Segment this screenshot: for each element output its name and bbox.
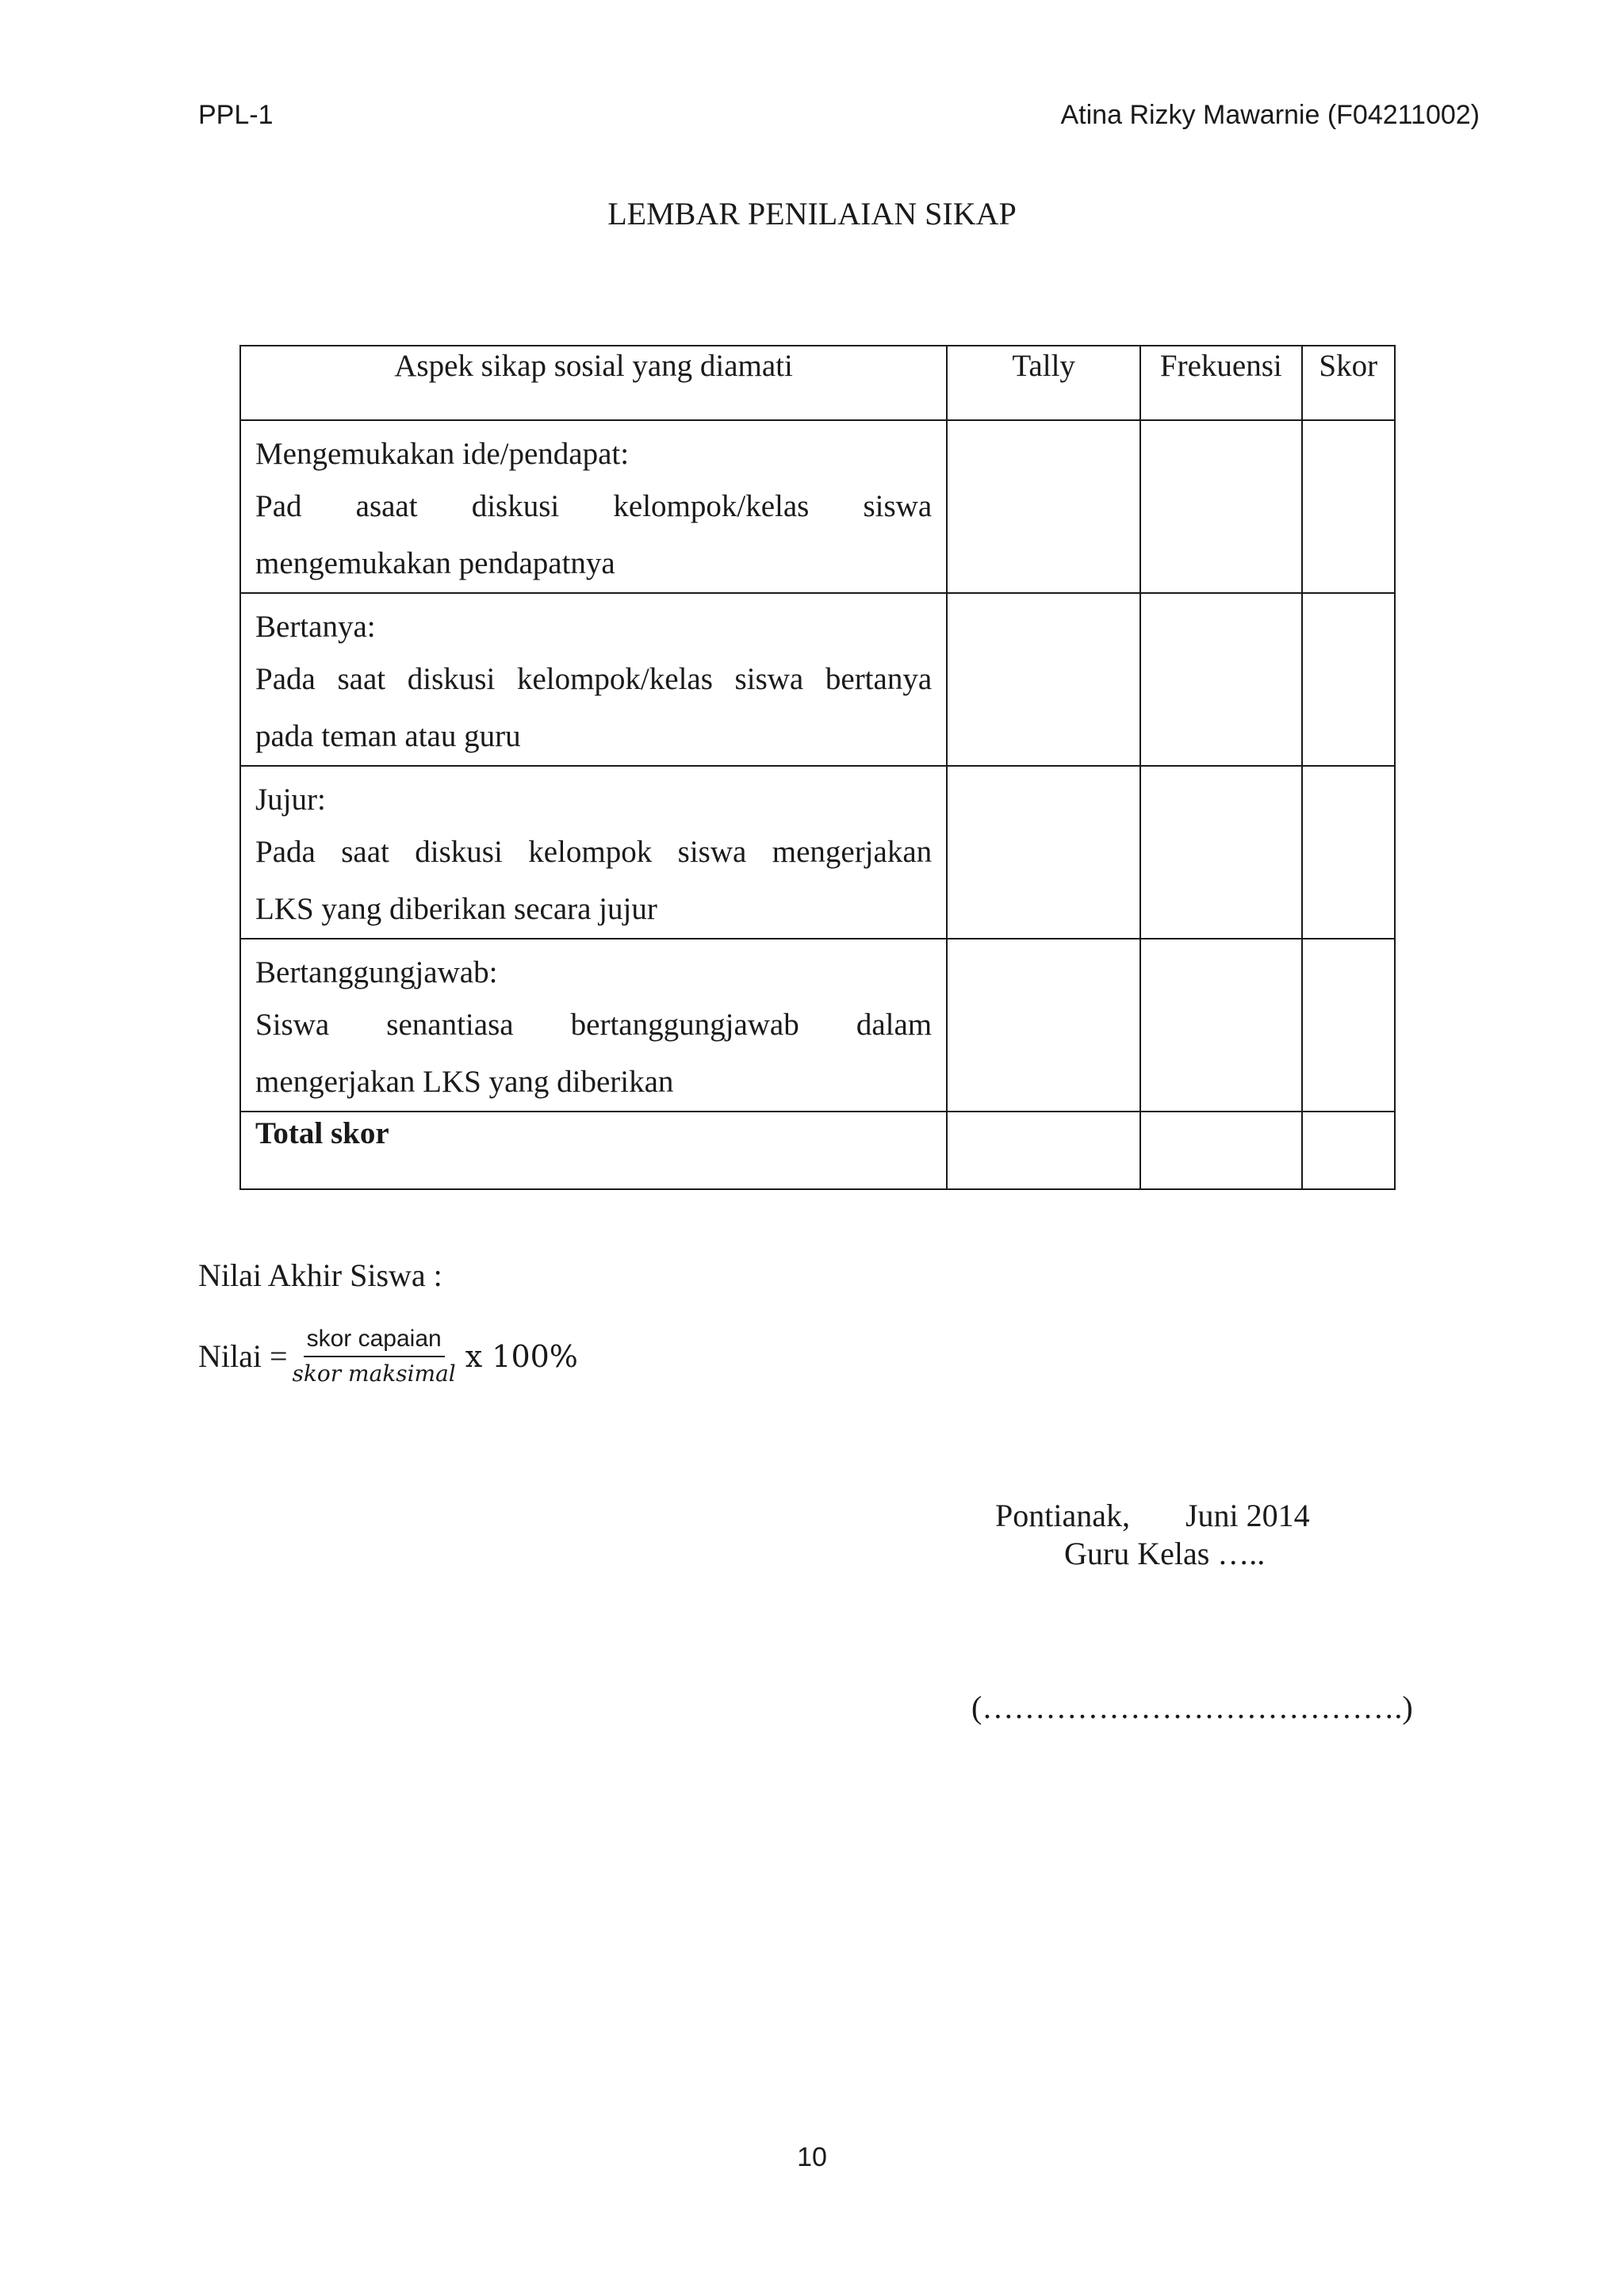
aspek-description-line: Siswa senantiasa bertanggungjawab dalam (255, 1008, 933, 1042)
aspek-cell (240, 593, 947, 766)
tally-cell (947, 420, 1140, 593)
aspek-cell (240, 766, 947, 939)
aspek-description (255, 478, 932, 592)
table-row (240, 420, 1395, 593)
signature-place-date: Pontianak, Juni 2014 (995, 1498, 1310, 1533)
tally-cell (947, 593, 1140, 766)
table-row (240, 593, 1395, 766)
formula-multiplier: x 100% (465, 1338, 578, 1374)
formula-denominator: skor maksimal (292, 1360, 456, 1387)
aspek-name: Bertanggungjawab: (255, 955, 498, 989)
aspek-description (255, 824, 932, 938)
frekuensi-cell (1140, 939, 1301, 1112)
header-right: Atina Rizky Mawarnie (F04211002) (1060, 100, 1480, 130)
total-frekuensi-cell (1140, 1112, 1301, 1189)
header-skor: Skor (1302, 346, 1396, 420)
page-title: LEMBAR PENILAIAN SIKAP (607, 196, 1017, 232)
aspek-name: Bertanya: (255, 610, 376, 644)
assessment-table (239, 345, 1396, 1190)
aspek-description (255, 651, 932, 765)
aspek-name: Mengemukakan ide/pendapat: (255, 437, 630, 471)
table-row (240, 939, 1395, 1112)
signature-line: (………………………………….) (971, 1689, 1413, 1725)
aspek-description-line: mengerjakan LKS yang diberikan (255, 1065, 674, 1099)
total-tally-cell (947, 1112, 1140, 1189)
nilai-formula (198, 1326, 578, 1387)
frekuensi-cell (1140, 766, 1301, 939)
signature-role: Guru Kelas ….. (1064, 1536, 1266, 1571)
header-aspek: Aspek sikap sosial yang diamati (240, 346, 947, 420)
total-label: Total skor (240, 1112, 947, 1189)
skor-cell (1302, 939, 1396, 1112)
aspek-cell (240, 939, 947, 1112)
header-left: PPL-1 (198, 100, 274, 130)
formula-fraction (293, 1326, 456, 1387)
aspek-name: Jujur: (255, 783, 326, 817)
aspek-description-line: mengemukakan pendapatnya (255, 546, 615, 580)
aspek-description-line: Pada saat diskusi kelompok/kelas siswa bertanya (255, 662, 933, 696)
table-header-row (240, 346, 1395, 420)
table-row (240, 766, 1395, 939)
aspek-description (255, 997, 932, 1111)
frekuensi-cell (1140, 593, 1301, 766)
aspek-description-line: Pad asaat diskusi kelompok/kelas siswa (255, 489, 933, 523)
tally-cell (947, 939, 1140, 1112)
aspek-description-line: Pada saat diskusi kelompok siswa mengerjakan (255, 835, 933, 869)
total-skor-cell (1302, 1112, 1396, 1189)
header-frekuensi: Frekuensi (1140, 346, 1301, 420)
aspek-description-line: LKS yang diberikan secara jujur (255, 892, 657, 926)
aspek-cell (240, 420, 947, 593)
nilai-heading: Nilai Akhir Siswa : (198, 1257, 442, 1293)
formula-label: Nilai = (198, 1338, 288, 1374)
skor-cell (1302, 593, 1396, 766)
frekuensi-cell (1140, 420, 1301, 593)
aspek-description-line: pada teman atau guru (255, 719, 521, 753)
formula-numerator: skor capaian (304, 1326, 445, 1357)
page-number: 10 (797, 2142, 827, 2172)
header-tally: Tally (947, 346, 1140, 420)
skor-cell (1302, 420, 1396, 593)
tally-cell (947, 766, 1140, 939)
skor-cell (1302, 766, 1396, 939)
total-row (240, 1112, 1395, 1189)
